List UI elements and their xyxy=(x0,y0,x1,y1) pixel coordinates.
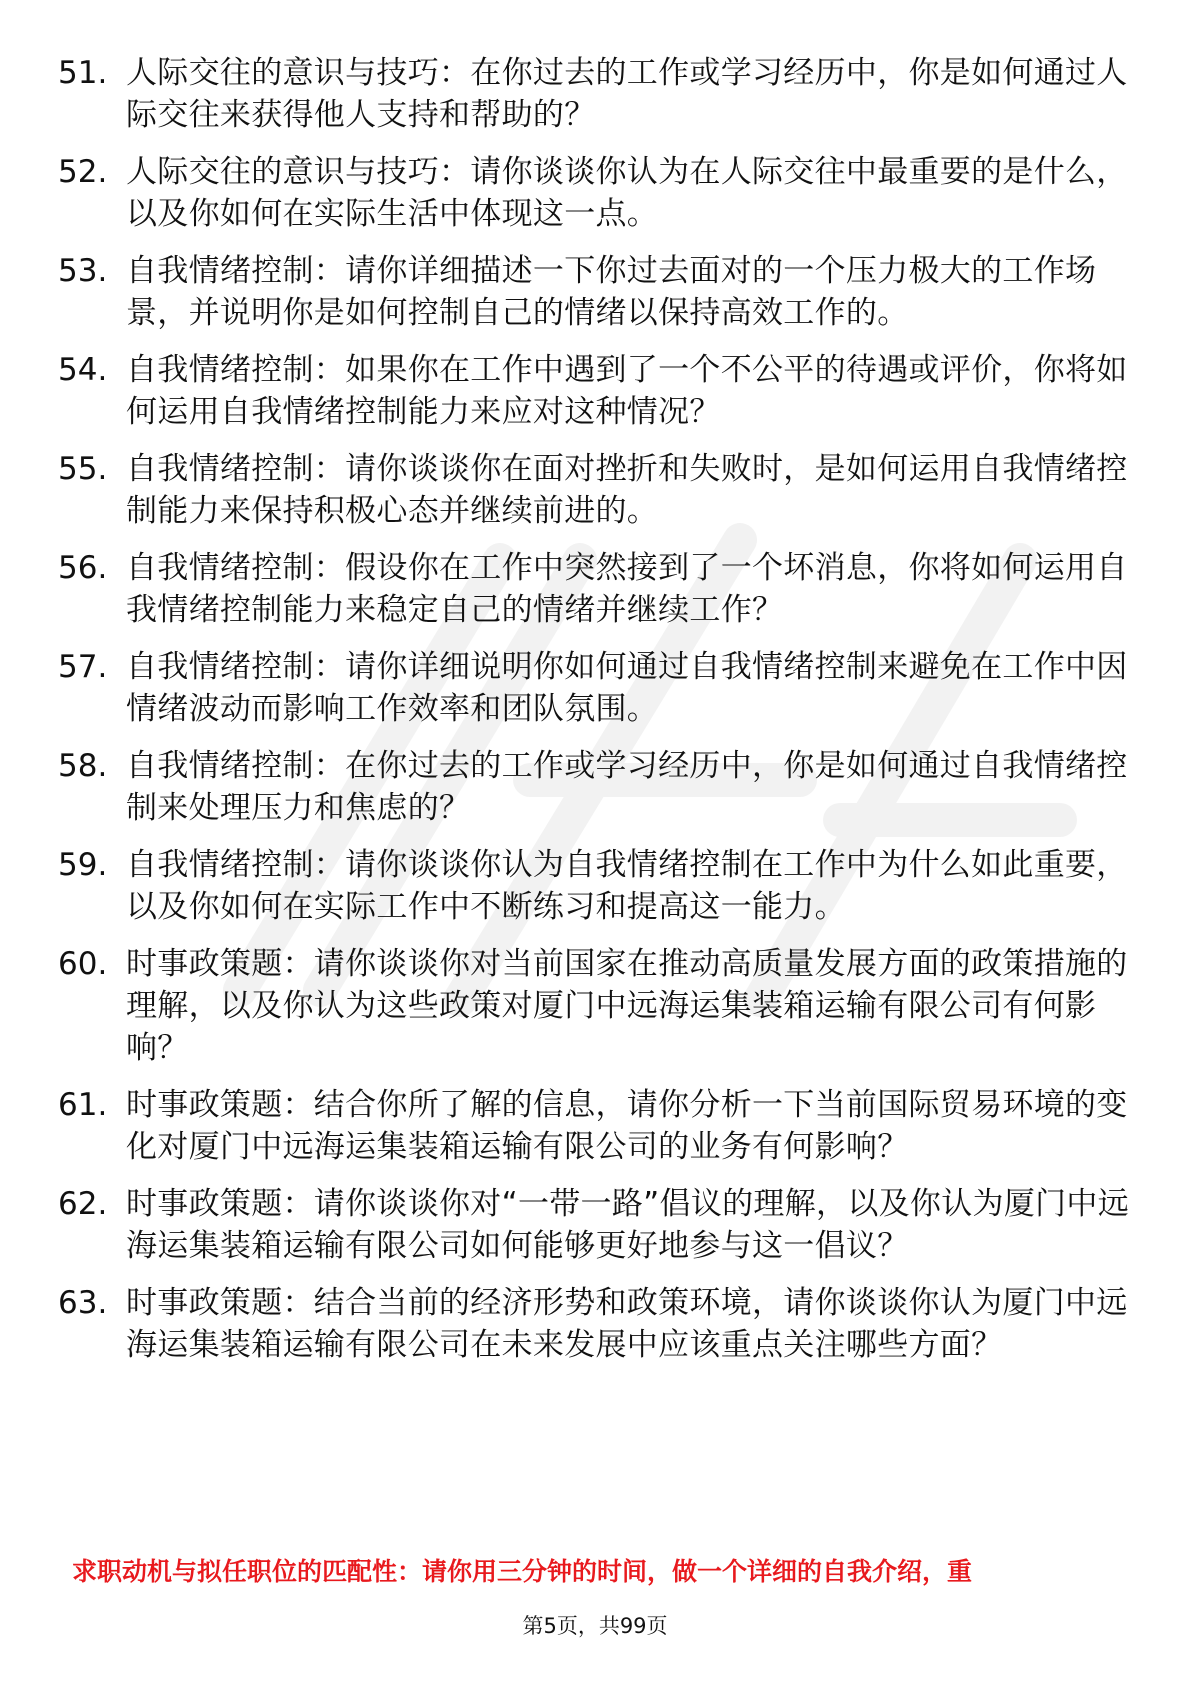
question-text: 自我情绪控制：请你详细说明你如何通过自我情绪控制来避免在工作中因情绪波动而影响工作效率和团队氛围。 xyxy=(126,649,1128,727)
question-item xyxy=(58,151,1133,235)
question-text: 时事政策题：请你谈谈你对“一带一路”倡议的理解，以及你认为厦门中远海运集装箱运输有限公司如何能够更好地参与这一倡议？ xyxy=(126,1186,1130,1264)
question-number: 59. xyxy=(58,847,108,883)
question-number: 62. xyxy=(58,1186,108,1222)
question-item xyxy=(58,1282,1133,1366)
question-item xyxy=(58,52,1133,136)
question-list xyxy=(58,52,1133,1381)
question-number: 60. xyxy=(58,946,108,982)
question-item xyxy=(58,448,1133,532)
question-text: 自我情绪控制：如果你在工作中遇到了一个不公平的待遇或评价，你将如何运用自我情绪控制能力来应对这种情况？ xyxy=(126,352,1128,430)
question-number: 52. xyxy=(58,154,108,190)
question-item xyxy=(58,1084,1133,1168)
question-item xyxy=(58,943,1133,1069)
question-number: 55. xyxy=(58,451,108,487)
question-number: 54. xyxy=(58,352,108,388)
question-number: 57. xyxy=(58,649,108,685)
question-item xyxy=(58,745,1133,829)
question-number: 58. xyxy=(58,748,108,784)
question-number: 63. xyxy=(58,1285,108,1321)
question-item xyxy=(58,547,1133,631)
question-text: 自我情绪控制：假设你在工作中突然接到了一个坏消息，你将如何运用自我情绪控制能力来稳定自己的情绪并继续工作？ xyxy=(126,550,1128,628)
question-text: 自我情绪控制：请你详细描述一下你过去面对的一个压力极大的工作场景，并说明你是如何控制自己的情绪以保持高效工作的。 xyxy=(126,253,1097,331)
question-item xyxy=(58,250,1133,334)
question-item xyxy=(58,349,1133,433)
question-text: 自我情绪控制：请你谈谈你认为自我情绪控制在工作中为什么如此重要，以及你如何在实际工作中不断练习和提高这一能力。 xyxy=(126,847,1128,925)
question-number: 51. xyxy=(58,55,108,91)
question-text: 时事政策题：结合当前的经济形势和政策环境，请你谈谈你认为厦门中远海运集装箱运输有限公司在未来发展中应该重点关注哪些方面？ xyxy=(126,1285,1128,1363)
question-text: 自我情绪控制：在你过去的工作或学习经历中，你是如何通过自我情绪控制来处理压力和焦虑的？ xyxy=(126,748,1128,826)
question-item xyxy=(58,1183,1133,1267)
question-number: 53. xyxy=(58,253,108,289)
question-text: 自我情绪控制：请你谈谈你在面对挫折和失败时，是如何运用自我情绪控制能力来保持积极心态并继续前进的。 xyxy=(126,451,1128,529)
question-text: 时事政策题：结合你所了解的信息，请你分析一下当前国际贸易环境的变化对厦门中远海运集装箱运输有限公司的业务有何影响？ xyxy=(126,1087,1128,1165)
question-item xyxy=(58,844,1133,928)
question-number: 61. xyxy=(58,1087,108,1123)
question-text: 时事政策题：请你谈谈你对当前国家在推动高质量发展方面的政策措施的理解，以及你认为这些政策对厦门中远海运集装箱运输有限公司有何影响？ xyxy=(126,946,1128,1066)
page-number: 第5页，共99页 xyxy=(522,1614,668,1638)
question-text: 人际交往的意识与技巧：在你过去的工作或学习经历中，你是如何通过人际交往来获得他人支持和帮助的？ xyxy=(126,55,1128,133)
question-item xyxy=(58,646,1133,730)
question-text: 人际交往的意识与技巧：请你谈谈你认为在人际交往中最重要的是什么，以及你如何在实际生活中体现这一点。 xyxy=(126,154,1128,232)
question-number: 56. xyxy=(58,550,108,586)
footer-note: 求职动机与拟任职位的匹配性：请你用三分钟的时间，做一个详细的自我介绍，重 xyxy=(72,1557,973,1586)
